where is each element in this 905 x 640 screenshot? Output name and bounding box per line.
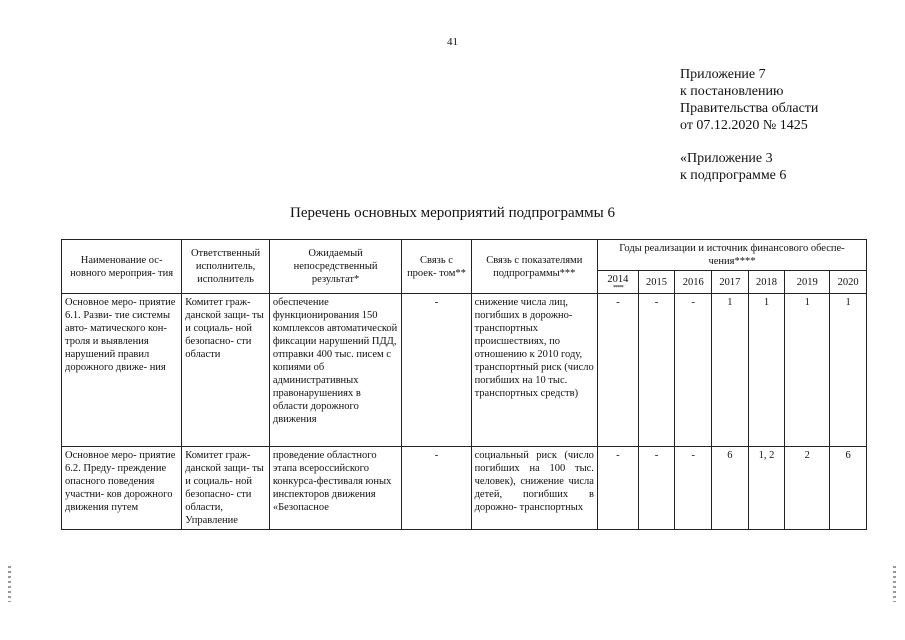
cell-year-2014: - — [597, 294, 638, 447]
appendix-block — [680, 66, 818, 134]
cell-year-2019: 1 — [785, 294, 830, 447]
page-number: 41 — [447, 36, 458, 48]
table-header-row — [62, 240, 867, 271]
cell-year-2018: 1 — [748, 294, 785, 447]
header-result: Ожидаемый непосредственный результат* — [269, 240, 401, 294]
cell-name: Основное меро- приятие 6.1. Разви- тие системы авто- матического кон- троля и выявления нарушений правил дорожного движе- ния — [62, 294, 182, 447]
header-indicators: Связь с показателями подпрограммы*** — [471, 240, 597, 294]
cell-project: - — [402, 447, 471, 530]
cell-year-2015: - — [638, 447, 675, 530]
header-year: 2020 — [830, 271, 867, 294]
header-year: 2017 — [712, 271, 749, 294]
cell-year-2020: 6 — [830, 447, 867, 530]
cell-indicators: снижение числа лиц, погибших в дорожно- транспортных происшествиях, по отношению к 2010 году, транспортный риск (число погибших на 10 тыс. транспортных средств) — [471, 294, 597, 447]
appendix-line: к постановлению — [680, 84, 784, 99]
appendix-line: Правительства области — [680, 101, 819, 116]
header-years-group: Годы реализации и источник финансового обеспе- чения**** — [597, 240, 866, 271]
cell-result: обеспечение функционирования 150 комплексов автоматической фиксации нарушений ПДД, отправки 400 тыс. писем с копиями об административных правонарушениях в области дорожного движения — [269, 294, 401, 447]
cell-executor: Комитет граж- данской защи- ты и социаль- ной безопасно- сти области, Управление — [182, 447, 270, 530]
appendix-line: к подпрограмме 6 — [680, 168, 787, 183]
cell-year-2014: - — [597, 447, 638, 530]
header-project: Связь с проек- том** — [402, 240, 471, 294]
header-year: 2016 — [675, 271, 712, 294]
appendix-line: Приложение 7 — [680, 67, 766, 82]
header-year: 2015 — [638, 271, 675, 294]
cell-project: - — [402, 294, 471, 447]
cell-year-2017: 1 — [712, 294, 749, 447]
appendix-subprogram-block — [680, 150, 786, 184]
appendix-line: «Приложение 3 — [680, 151, 773, 166]
header-executor: Ответственный исполнитель, исполнитель — [182, 240, 270, 294]
footnote-mark: ***** — [612, 285, 623, 291]
cell-year-2016: - — [675, 294, 712, 447]
cell-year-2018: 1, 2 — [748, 447, 785, 530]
header-year: 2014 ***** — [597, 271, 638, 294]
cell-year-2015: - — [638, 294, 675, 447]
cell-result: проведение областного этапа всероссийского конкурса-фестиваля юных инспекторов движения «Безопасное — [269, 447, 401, 530]
cell-year-2020: 1 — [830, 294, 867, 447]
scan-margin-mark — [8, 566, 11, 602]
cell-name: Основное меро- приятие 6.2. Преду- преждение опасного поведения участни- ков дорожного движения путем — [62, 447, 182, 530]
table-row — [62, 294, 867, 447]
appendix-line: от 07.12.2020 № 1425 — [680, 118, 808, 133]
cell-year-2019: 2 — [785, 447, 830, 530]
header-year: 2018 — [748, 271, 785, 294]
cell-executor: Комитет граж- данской защи- ты и социаль- ной безопасно- сти области — [182, 294, 270, 447]
header-year: 2019 — [785, 271, 830, 294]
measures-table — [61, 239, 867, 530]
header-name: Наименование ос- новного мероприя- тия — [62, 240, 182, 294]
table-row — [62, 447, 867, 530]
document-title: Перечень основных мероприятий подпрограммы 6 — [290, 205, 615, 221]
cell-year-2017: 6 — [712, 447, 749, 530]
cell-year-2016: - — [675, 447, 712, 530]
cell-indicators: социальный риск (число погибших на 100 тыс. человек), снижение числа детей, погибших в дорожно- транспортных — [471, 447, 597, 530]
scan-margin-mark — [893, 566, 896, 602]
